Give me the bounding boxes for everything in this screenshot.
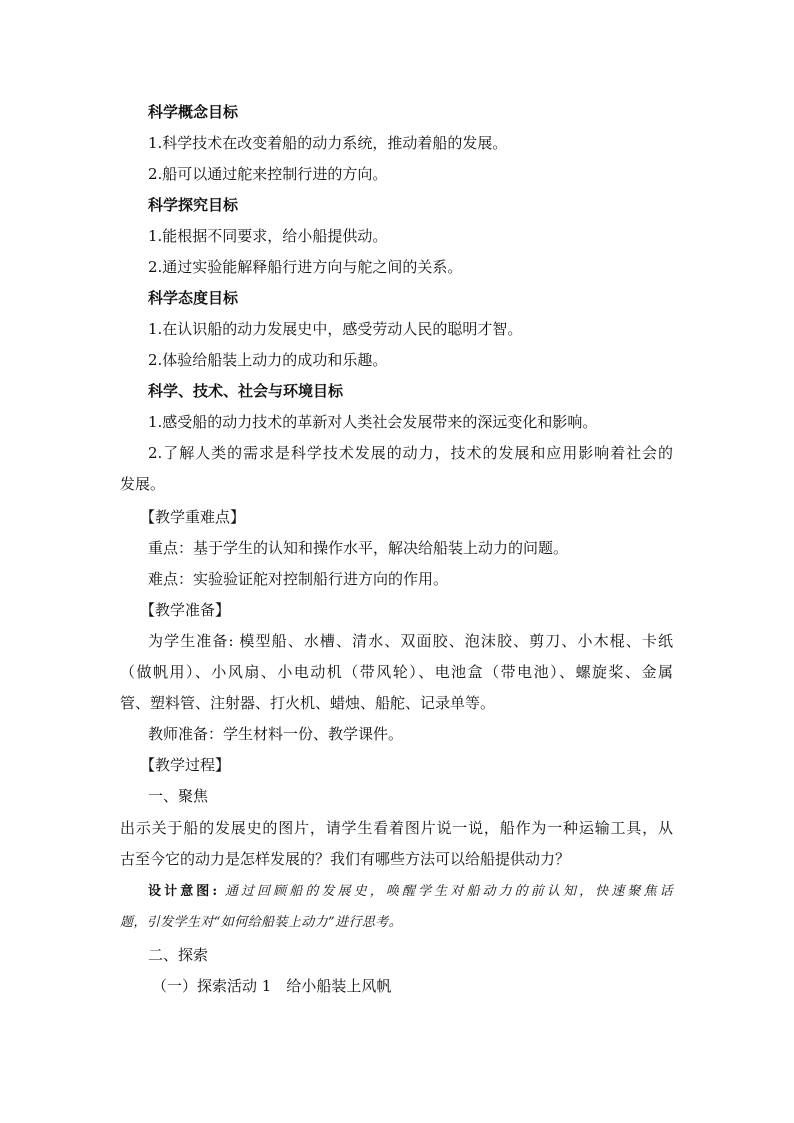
student-prep-line-2: （做帆用）、小风扇、小电动机（带风轮）、电池盒（带电池）、螺旋桨、金属 — [120, 663, 673, 681]
attitude-goal-2: 2.体验给船装上动力的成功和乐趣。 — [148, 351, 388, 369]
inquiry-goals-heading: 科学探究目标 — [148, 196, 239, 214]
difficult-point: 难点：实验验证舵对控制船行进方向的作用。 — [148, 570, 449, 588]
process-heading: 【教学过程】 — [140, 756, 231, 774]
design-intent-text-1: 通过回顾船的发展史，唤醒学生对船动力的前认知，快速聚焦话 — [217, 884, 673, 899]
inquiry-goal-1: 1.能根据不同要求，给小船提供动。 — [148, 227, 388, 245]
concept-goals-heading: 科学概念目标 — [148, 103, 239, 121]
sts-goal-1: 1.感受船的动力技术的革新对人类社会发展带来的深远变化和影响。 — [148, 413, 598, 431]
design-intent-line-2: 题，引发学生对“如何给船装上动力”进行思考。 — [120, 915, 403, 930]
design-intent-line-1 — [148, 882, 673, 902]
sts-goals-heading: 科学、技术、社会与环境目标 — [148, 382, 344, 400]
explore-activity-1: （一）探索活动 1 给小船装上风帆 — [152, 977, 392, 995]
focus-text-line-2: 古至今它的动力是怎样发展的？我们有哪些方法可以给船提供动力？ — [120, 850, 571, 868]
focus-text-line-1: 出示关于船的发展史的图片，请学生看着图片说一说，船作为一种运输工具，从 — [120, 819, 673, 837]
student-prep-line-3: 管、塑料管、注射器、打火机、蜡烛、船舵、记录单等。 — [120, 694, 496, 712]
attitude-goal-1: 1.在认识船的动力发展史中，感受劳动人民的聪明才智。 — [148, 320, 523, 338]
preparation-heading: 【教学准备】 — [140, 601, 231, 619]
inquiry-goal-2: 2.通过实验能解释船行进方向与舵之间的关系。 — [148, 258, 463, 276]
key-point: 重点：基于学生的认知和操作水平，解决给船装上动力的问题。 — [148, 539, 569, 557]
attitude-goals-heading: 科学态度目标 — [148, 289, 239, 307]
student-prep-line-1: 为学生准备: 模型船、水槽、清水、双面胶、泡沫胶、剪刀、小木棍、卡纸 — [148, 632, 673, 650]
explore-heading: 二、探索 — [148, 946, 209, 964]
sts-goal-2-line-1: 2.了解人类的需求是科学技术发展的动力，技术的发展和应用影响着社会的 — [148, 444, 673, 462]
concept-goal-2: 2.船可以通过舵来控制行进的方向。 — [148, 165, 388, 183]
sts-goal-2-line-2: 发展。 — [120, 475, 166, 493]
concept-goal-1: 1.科学技术在改变着船的动力系统，推动着船的发展。 — [148, 134, 508, 152]
teacher-prep: 教师准备：学生材料一份、教学课件。 — [148, 725, 404, 743]
focus-heading: 一、聚焦 — [148, 787, 209, 805]
key-points-heading: 【教学重难点】 — [140, 508, 246, 526]
design-intent-label: 设计意图: — [148, 884, 218, 899]
